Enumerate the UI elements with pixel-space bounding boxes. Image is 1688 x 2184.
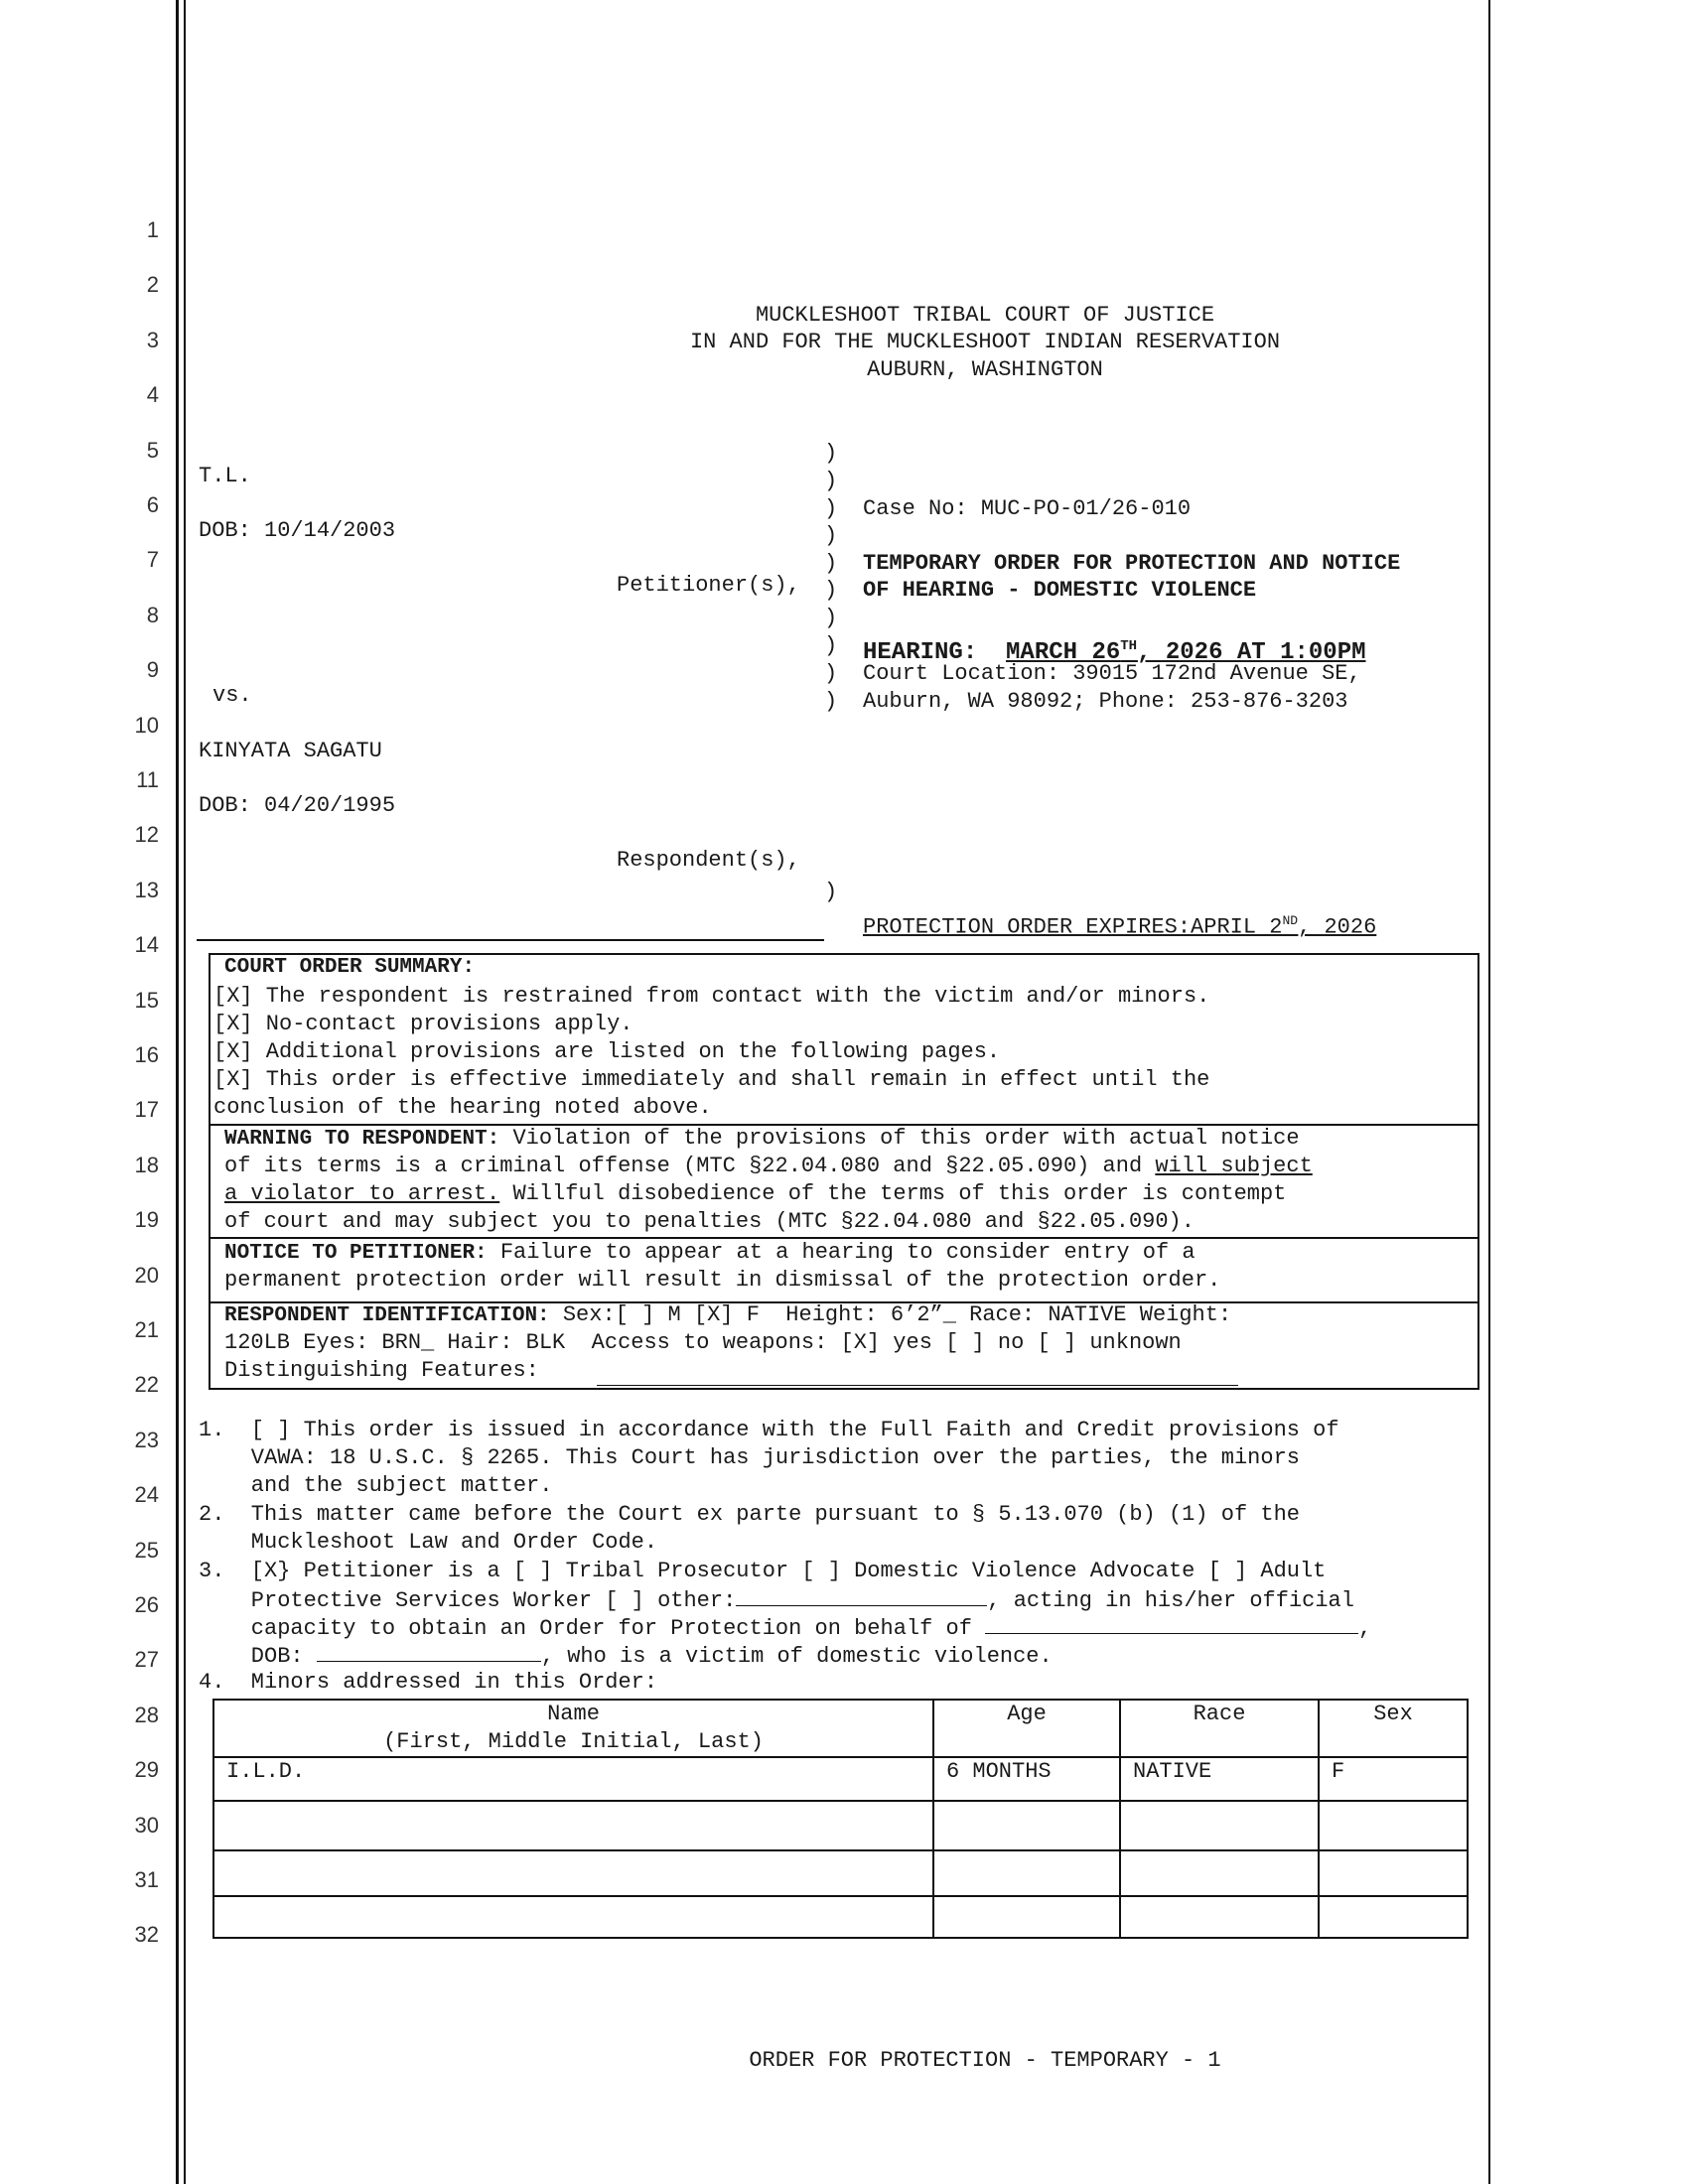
summary-item-1: [X] The respondent is restrained from contact with the victim and/or minors. [213,984,1210,1009]
notice-line-1 [224,1239,1196,1268]
court-location-line-2: Auburn, WA 98092; Phone: 253-876-3203 [863,689,1348,714]
warning-text-2: of its terms is a criminal offense (MTC §22.04.080 and §22.05.090) and [224,1154,1156,1178]
warning-line-4: of court and may subject you to penalties (MTC §22.04.080 and §22.05.090). [224,1209,1195,1234]
minor-race: NATIVE [1120,1757,1319,1801]
table-row [213,1801,1468,1850]
warning-line-3 [224,1180,1286,1208]
court-header-line-3: AUBURN, WASHINGTON [867,357,1103,382]
paragraph-3d-tail: , who is a victim of domestic violence. [540,1644,1053,1669]
caption-bottom-rule [197,939,824,941]
paragraph-2b: Muckleshoot Law and Order Code. [199,1530,658,1555]
caption-parenthesis: ) [824,880,838,904]
line-number: 1 [146,217,159,242]
expiration-suffix: ND [1282,913,1299,928]
table-row [213,1896,1468,1938]
warning-text-3: Willful disobedience of the terms of this order is contempt [499,1181,1287,1206]
court-location-line-1: Court Location: 39015 172nd Avenue SE, [863,661,1361,686]
line-number: 30 [134,1812,159,1838]
paragraph-3b-text: Protective Services Worker [ ] other: [199,1588,737,1613]
paragraph-1b: VAWA: 18 U.S.C. § 2265. This Court has jurisdiction over the parties, the minors [199,1445,1300,1470]
paragraph-2a: 2. This matter came before the Court ex parte pursuant to § 5.13.070 (b) (1) of the [199,1502,1300,1527]
paragraph-1c: and the subject matter. [199,1473,553,1498]
line-number: 25 [134,1537,159,1563]
table-row [213,1850,1468,1896]
minor-sex: F [1319,1757,1468,1801]
hearing-label: HEARING: [863,639,978,666]
line-number: 9 [146,657,159,683]
order-title-line-1: TEMPORARY ORDER FOR PROTECTION AND NOTICE [863,551,1401,576]
caption-parenthesis: ) [824,689,838,714]
hearing-date-main: MARCH 26 [1006,639,1121,666]
line-number: 19 [134,1207,159,1233]
warning-arrest-2: a violator to arrest. [224,1181,500,1206]
line-number: 6 [146,492,159,517]
caption-parenthesis: ) [824,441,838,466]
line-number: 17 [134,1097,159,1123]
line-number: 24 [134,1482,159,1508]
summary-item-4a: [X] This order is effective immediately and shall remain in effect until the [213,1067,1210,1092]
notice-heading: NOTICE TO PETITIONER: [224,1242,488,1265]
order-title-line-2: OF HEARING - DOMESTIC VIOLENCE [863,578,1257,603]
page-footer: ORDER FOR PROTECTION - TEMPORARY - 1 [749,2048,1221,2073]
expiration-label: PROTECTION ORDER EXPIRES:APRIL 2 [863,914,1283,940]
minor-age [933,1850,1120,1896]
minor-name: I.L.D. [213,1757,933,1801]
victim-dob-blank [317,1641,541,1662]
line-number: 16 [134,1042,159,1067]
minor-name [213,1850,933,1896]
paragraph-3d-text: DOB: [199,1644,317,1669]
paragraph-3c-tail: , [1358,1616,1372,1641]
line-number: 31 [134,1867,159,1892]
order-expiration [863,907,1376,941]
paragraph-3d [199,1641,1053,1671]
caption-parenthesis: ) [824,523,838,548]
hearing-date-suffix: TH [1120,638,1138,654]
on-behalf-of-blank [985,1613,1358,1634]
respondent-dob: DOB: 04/20/1995 [199,793,396,818]
summary-item-2: [X] No-contact provisions apply. [213,1012,633,1036]
table-row [213,1757,1468,1801]
line-number: 11 [136,767,159,792]
court-header-line-1: MUCKLESHOOT TRIBAL COURT OF JUSTICE [755,303,1215,328]
minor-sex [1319,1801,1468,1850]
minors-table-header [213,1700,1468,1757]
ident-text-1: Sex:[ ] M [X] F Height: 6’2”_ Race: NATIVE Weight: [549,1302,1232,1327]
paragraph-3c-text: capacity to obtain an Order for Protection on behalf of [199,1616,986,1641]
ident-line-2: 120LB Eyes: BRN_ Hair: BLK Access to weapons: [X] yes [ ] no [ ] unknown [224,1330,1182,1355]
hearing-date-time: , 2026 AT 1:00PM [1137,639,1366,666]
minor-race [1120,1896,1319,1938]
header-name-sublabel: (First, Middle Initial, Last) [383,1729,764,1754]
line-number: 18 [134,1152,159,1177]
notice-line-2: permanent protection order will result in dismissal of the protection order. [224,1268,1221,1293]
header-race: Race [1120,1700,1319,1757]
minor-name [213,1896,933,1938]
summary-heading: COURT ORDER SUMMARY: [224,956,476,979]
minor-age [933,1801,1120,1850]
line-number: 5 [146,437,159,463]
line-number: 15 [134,987,159,1013]
line-number: 13 [134,877,159,902]
petitioner-dob: DOB: 10/14/2003 [199,518,396,543]
warning-heading: WARNING TO RESPONDENT: [224,1128,500,1151]
paragraph-3b [199,1585,1354,1615]
minor-race [1120,1801,1319,1850]
header-name-label: Name [547,1702,600,1726]
line-number: 12 [134,822,159,848]
warning-text-1: Violation of the provisions of this order with actual notice [499,1126,1300,1151]
line-number: 29 [134,1757,159,1783]
versus: vs. [212,683,252,708]
caption-parenthesis: ) [824,633,838,658]
line-number: 3 [146,327,159,352]
minors-table [212,1699,1469,1939]
petitioner-label: Petitioner(s), [617,573,800,598]
caption-parenthesis: ) [824,551,838,576]
caption-parenthesis: ) [824,661,838,686]
paragraph-3a: 3. [X} Petitioner is a [ ] Tribal Prosecutor [ ] Domestic Violence Advocate [ ] Adult [199,1559,1327,1583]
paragraph-1a: 1. [ ] This order is issued in accordance with the Full Faith and Credit provisions of [199,1418,1339,1442]
header-name [213,1700,933,1757]
minor-race [1120,1850,1319,1896]
ident-line-1 [224,1301,1231,1330]
caption-parenthesis: ) [824,496,838,521]
line-number: 28 [134,1702,159,1727]
line-number: 10 [134,712,159,738]
line-number: 14 [134,932,159,958]
caption-parenthesis: ) [824,578,838,603]
warning-line-1 [224,1125,1300,1154]
court-header-line-2: IN AND FOR THE MUCKLESHOOT INDIAN RESERVATION [689,330,1281,354]
line-number: 4 [146,382,159,408]
other-role-blank [736,1585,987,1606]
line-number: 23 [134,1427,159,1452]
petitioner-name: T.L. [199,464,251,488]
caption-parenthesis: ) [824,606,838,630]
minor-name [213,1801,933,1850]
paragraph-3c [199,1613,1371,1643]
ident-heading: RESPONDENT IDENTIFICATION: [224,1304,550,1327]
distinguishing-features-blank [597,1385,1238,1386]
line-number: 7 [146,547,159,573]
header-sex: Sex [1319,1700,1468,1757]
case-number: Case No: MUC-PO-01/26-010 [863,496,1192,521]
line-number: 22 [134,1372,159,1398]
ident-line-3: Distinguishing Features: [224,1358,553,1383]
caption-parenthesis: ) [824,469,838,493]
line-number: 20 [134,1262,159,1288]
warning-arrest-1: will subject [1155,1154,1313,1178]
paragraph-4: 4. Minors addressed in this Order: [199,1670,658,1695]
summary-item-3: [X] Additional provisions are listed on the following pages. [213,1039,1001,1064]
line-number: 21 [134,1317,159,1342]
minor-age: 6 MONTHS [933,1757,1120,1801]
expiration-year: , 2026 [1298,914,1377,940]
respondent-name: KINYATA SAGATU [199,739,382,763]
minor-sex [1319,1896,1468,1938]
line-number: 8 [146,602,159,627]
minor-sex [1319,1850,1468,1896]
line-number: 27 [134,1647,159,1673]
paragraph-3b-tail: , acting in his/her official [987,1588,1354,1613]
minor-age [933,1896,1120,1938]
header-age: Age [933,1700,1120,1757]
summary-item-4b: conclusion of the hearing noted above. [213,1095,712,1120]
line-number: 26 [134,1592,159,1617]
notice-text-1: Failure to appear at a hearing to consider entry of a [487,1240,1196,1265]
respondent-label: Respondent(s), [617,848,800,873]
line-number: 2 [146,272,159,298]
warning-line-2 [224,1153,1313,1180]
line-number: 32 [134,1922,159,1948]
